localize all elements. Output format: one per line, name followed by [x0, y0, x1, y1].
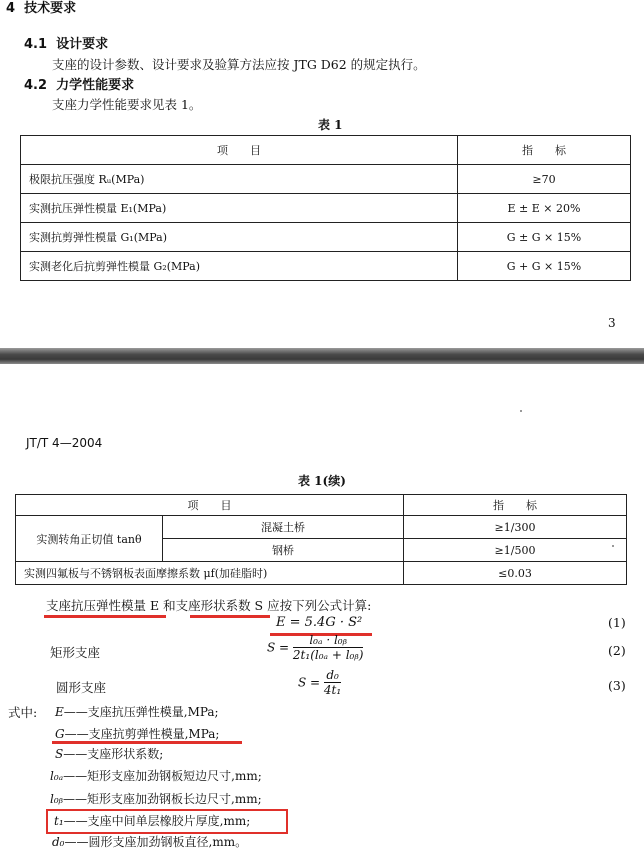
table-cell-item: 实测抗压弹性模量 E₁(MPa) — [21, 194, 458, 223]
equation-2-number: (2) — [608, 643, 626, 658]
definition-symbol: l₀ₐ — [50, 769, 64, 783]
table-cell-value: ≥1/500 — [404, 539, 627, 562]
definition-item — [55, 725, 219, 742]
definition-item — [52, 833, 247, 850]
equation-2-denominator: 2t₁(l₀ₐ + l₀ᵦ) — [292, 648, 364, 662]
equation-2-fraction — [293, 633, 363, 662]
equation-3-number: (3) — [608, 678, 626, 693]
table-header-row — [21, 136, 631, 165]
table-row — [16, 562, 627, 585]
table-cell-item: 实测四氟板与不锈钢板表面摩擦系数 μf(加硅脂时) — [16, 562, 404, 585]
table-cell-subitem: 钢桥 — [163, 539, 404, 562]
table-row — [21, 223, 631, 252]
definition-item — [54, 812, 250, 829]
section-4-1-text: 支座的设计参数、设计要求及验算方法应按 JTG D62 的规定执行。 — [52, 57, 426, 72]
table-cell-value: G ± G × 15% — [458, 223, 631, 252]
definition-symbol: S — [55, 747, 64, 761]
equation-3-numerator: d₀ — [324, 668, 341, 683]
table-row — [21, 165, 631, 194]
table-1-continued — [15, 494, 627, 585]
equation-3-denominator: 4t₁ — [323, 683, 342, 697]
circular-bearing-label: 圆形支座 — [56, 680, 107, 695]
equation-3-fraction — [324, 668, 341, 697]
table-row — [21, 194, 631, 223]
definition-text: ——支座中间单层橡胶片厚度,mm; — [63, 814, 251, 828]
equation-2-numerator: l₀ₐ · l₀ᵦ — [293, 633, 363, 648]
table-cell-item: 极限抗压强度 Rᵤ(MPa) — [21, 165, 458, 194]
equation-2 — [267, 633, 363, 662]
table-cell-value: ≤0.03 — [404, 562, 627, 585]
table-header-row — [16, 495, 627, 516]
scan-speck — [520, 410, 522, 412]
definition-item — [55, 745, 163, 762]
table-header-item: 项 目 — [21, 136, 458, 165]
equation-3-lhs: S = — [298, 675, 321, 690]
highlight-underline — [52, 741, 242, 744]
equation-2-lhs: S = — [267, 640, 290, 655]
section-4-2-text: 支座力学性能要求见表 1。 — [52, 97, 202, 112]
table-cell-item: 实测抗剪弹性模量 G₁(MPa) — [21, 223, 458, 252]
definition-symbol: G — [55, 727, 65, 741]
page-number: 3 — [608, 316, 616, 330]
definition-symbol: E — [55, 705, 64, 719]
table-1-cont-title: 表 1(续) — [298, 474, 346, 488]
table-cell-value: ≥1/300 — [404, 516, 627, 539]
definition-symbol: l₀ᵦ — [50, 792, 64, 806]
definition-symbol: t₁ — [54, 814, 64, 828]
highlight-underline — [44, 615, 166, 618]
table-header-value: 指 标 — [404, 495, 627, 516]
definition-item — [50, 767, 262, 784]
definition-symbol: d₀ — [52, 835, 65, 849]
equation-1-number: (1) — [608, 615, 626, 630]
equation-1: E = 5.4G · S² — [276, 615, 363, 630]
section-4-1-heading: 4.1 设计要求 — [24, 37, 109, 52]
table-header-item: 项 目 — [16, 495, 404, 516]
table-header-value: 指 标 — [458, 136, 631, 165]
table-1-title: 表 1 — [318, 118, 343, 132]
definition-text: ——支座形状系数; — [63, 747, 164, 761]
rectangular-bearing-label: 矩形支座 — [50, 645, 101, 660]
table-cell-value: G + G × 15% — [458, 252, 631, 281]
table-row — [16, 516, 627, 539]
table-cell-item: 实测老化后抗剪弹性模量 G₂(MPa) — [21, 252, 458, 281]
page-separator — [0, 348, 644, 364]
definition-text: ——圆形支座加劲钢板直径,mm。 — [64, 835, 248, 849]
table-cell-value: E ± E × 20% — [458, 194, 631, 223]
section-4-2-heading: 4.2 力学性能要求 — [24, 78, 135, 93]
definition-text: ——矩形支座加劲钢板长边尺寸,mm; — [63, 792, 262, 806]
table-cell-value: ≥70 — [458, 165, 631, 194]
table-1 — [20, 135, 631, 281]
where-label: 式中: — [8, 705, 38, 720]
doc-id-header: JT/T 4—2004 — [26, 436, 103, 450]
scan-speck — [612, 545, 614, 547]
definition-text: ——矩形支座加劲钢板短边尺寸,mm; — [63, 769, 262, 783]
table-row — [21, 252, 631, 281]
rotation-label-cell: 实测转角正切值 tanθ — [16, 516, 163, 562]
definition-text: ——支座抗压弹性模量,MPa; — [63, 705, 219, 719]
equation-3 — [298, 668, 341, 697]
formula-intro: 支座抗压弹性模量 E 和支座形状系数 S 应按下列公式计算: — [46, 598, 372, 613]
table-cell-subitem: 混凝土桥 — [163, 516, 404, 539]
definition-item — [55, 703, 219, 720]
definition-text: ——支座抗剪弹性模量,MPa; — [64, 727, 220, 741]
highlight-underline — [190, 615, 270, 618]
definition-item — [50, 790, 262, 807]
section-4-heading: 4 技术要求 — [6, 1, 77, 16]
